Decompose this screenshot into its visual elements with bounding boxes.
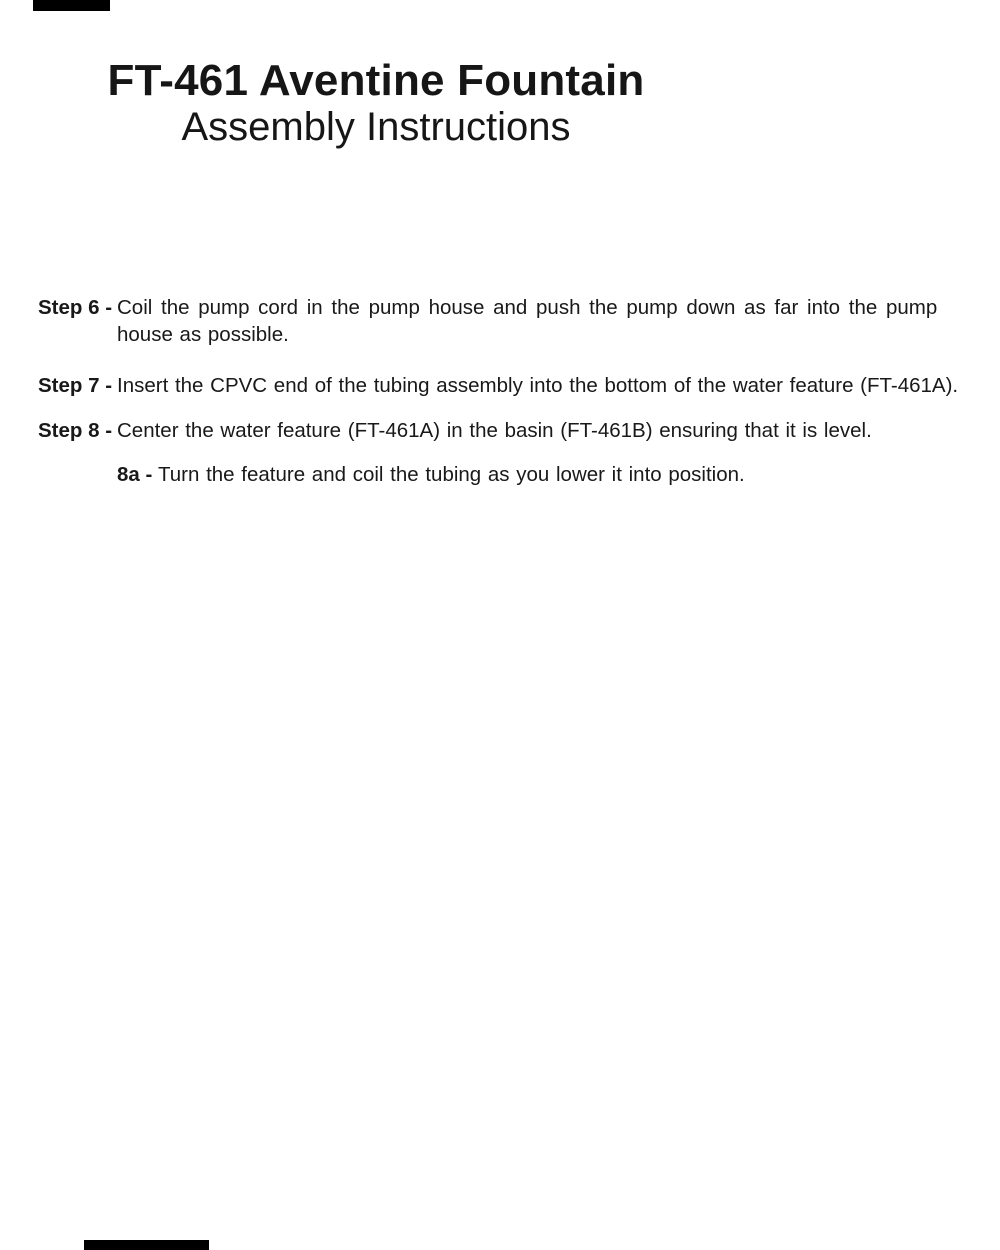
step-8-text (117, 417, 983, 444)
step-7-line-1: Insert the CPVC end of the tubing assembly into the bottom of the water feature (FT-461A). (117, 374, 959, 397)
step-6-row (38, 294, 983, 348)
scan-artifact-top (33, 0, 110, 11)
step-8-label: Step 8 - (38, 419, 113, 442)
step-6-line-2: house as possible. (117, 323, 289, 346)
step-7-text (117, 372, 983, 399)
step-8a-line-1: Turn the feature and coil the tubing as you lower it into position. (158, 463, 745, 486)
step-7-row (38, 372, 983, 399)
scan-artifact-bottom (84, 1240, 209, 1250)
step-8a-label: 8a - (117, 463, 153, 486)
step-6-line-1: Coil the pump cord in the pump house and push the pump down as far into the pump (117, 296, 938, 319)
step-8-row (38, 417, 983, 444)
step-6-label: Step 6 - (38, 296, 113, 319)
step-7-label: Step 7 - (38, 374, 113, 397)
page-subtitle: Assembly Instructions (181, 105, 571, 149)
page-title: FT-461 Aventine Fountain (107, 56, 645, 105)
step-6-text (117, 294, 983, 348)
step-8a-row (117, 461, 1000, 488)
step-8-line-1: Center the water feature (FT-461A) in the basin (FT-461B) ensuring that it is level. (117, 419, 872, 442)
step-8a-text (158, 461, 1000, 488)
